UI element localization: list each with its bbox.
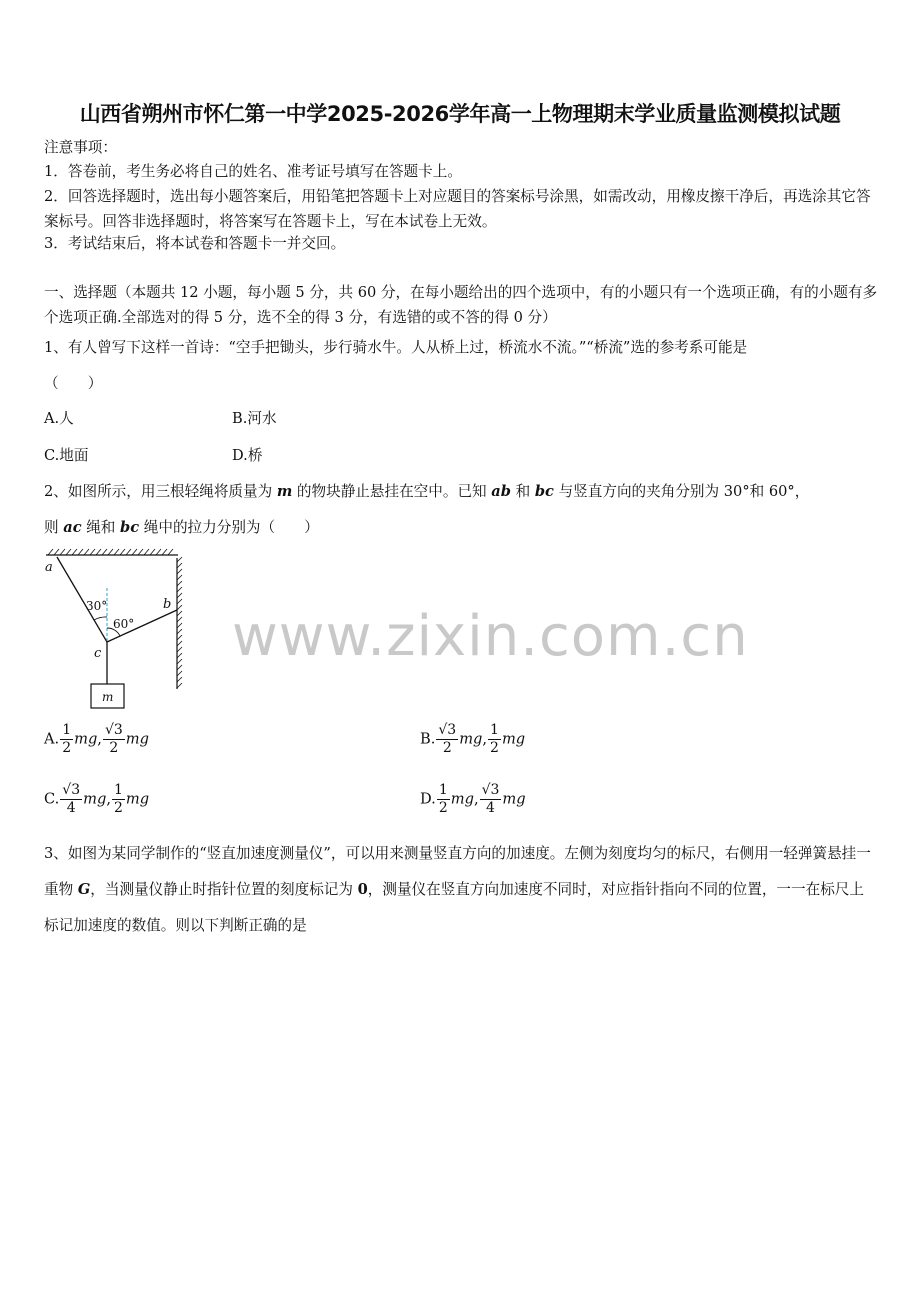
fraction: $\frac{1}{2}$ <box>438 782 448 816</box>
q2-stem-line1: 2、如图所示，用三根轻绳将质量为 m 的物块静止悬挂在空中。已知 ab 和 bc 与竖直方向的夹角分别为 30°和 60°， <box>44 483 810 500</box>
q1-stem: 1、有人曾写下这样一首诗：“空手把锄头，步行骑水牛。人从桥上过，桥流水不流。”“桥流”选的参考系可能是 <box>44 339 748 356</box>
label-a: a <box>45 560 53 575</box>
wall-hatch <box>177 557 182 688</box>
q1-paren: （ ） <box>44 375 103 392</box>
notice-heading: 注意事项： <box>44 139 117 156</box>
label-m: m <box>102 690 114 704</box>
zero-mark: 0 <box>357 881 368 898</box>
fraction: $\frac{√3}{2}$ <box>104 722 123 756</box>
q1-option-b: B.河水 <box>232 410 277 427</box>
q1-option-c: C.地面 <box>44 447 89 464</box>
page-title: 山西省朔州市怀仁第一中学2025-2026学年高一上物理期末学业质量监测模拟试题 <box>79 102 841 126</box>
var-ac: ac <box>63 519 82 536</box>
q2-option-b: B. $\frac{√3}{2}$ mg, $\frac{1}{2}$ mg <box>420 722 526 756</box>
var-m: m <box>276 483 293 500</box>
var-bc: bc <box>120 519 140 536</box>
fraction: $\frac{1}{2}$ <box>113 782 123 816</box>
var-bc: bc <box>534 483 554 500</box>
fraction: $\frac{√3}{2}$ <box>438 722 457 756</box>
fraction: $\frac{√3}{4}$ <box>62 782 81 816</box>
angle-label-30: 30° <box>86 599 108 613</box>
label-b: b <box>163 597 172 612</box>
q1-option-d: D.桥 <box>232 447 263 464</box>
q2-option-d: D. $\frac{1}{2}$ mg, $\frac{√3}{4}$ mg <box>420 782 526 816</box>
angle-arc-30 <box>94 617 107 620</box>
label-c: c <box>94 646 102 661</box>
angle-label-60: 60° <box>113 617 135 631</box>
q2-option-a: A. $\frac{1}{2}$ mg, $\frac{√3}{2}$ mg <box>44 722 149 756</box>
var-G: G <box>77 881 91 898</box>
fraction: $\frac{1}{2}$ <box>62 722 72 756</box>
section-heading: 一、选择题（本题共 12 小题，每小题 5 分，共 60 分，在每小题给出的四个选项中，有的小题只有一个选项正确，有的小题有多个选项正确.全部选对的得 5 分，选不全的得 3 分，有选错的或不答的得 0 分） <box>44 284 878 326</box>
q3-stem: 3、如图为某同学制作的“竖直加速度测量仪”，可以用来测量竖直方向的加速度。左侧为刻度均匀的标尺，右侧用一轻弹簧悬挂一重物 G，当测量仪静止时指针位置的刻度标记为 0，测量仪在竖直方向加速度不同时，对应指针指向不同的位置，一一在标尺上标记加速度的数值。则以下判断正确的是 <box>44 845 871 934</box>
notice-item-1: 1．答卷前，考生务必将自己的姓名、准考证号填写在答题卡上。 <box>44 163 462 180</box>
q2-option-c: C. $\frac{√3}{4}$ mg, $\frac{1}{2}$ mg <box>44 782 150 816</box>
rope-diagram <box>40 546 190 714</box>
notice-item-2: 2．回答选择题时，选出每小题答案后，用铅笔把答题卡上对应题目的答案标号涂黑，如需改动，用橡皮擦干净后，再选涂其它答案标号。回答非选择题时，将答案写在答题卡上，写在本试卷上无效。 <box>44 188 871 230</box>
fraction: $\frac{1}{2}$ <box>490 722 499 756</box>
notice-item-3: 3．考试结束后，将本试卷和答题卡一并交回。 <box>44 235 346 252</box>
var-ab: ab <box>491 483 511 500</box>
watermark: www.zixin.com.cn <box>232 604 749 669</box>
ceiling-hatch <box>48 549 173 555</box>
q2-stem-line2: 则 ac 绳和 bc 绳中的拉力分别为（ ） <box>44 519 319 536</box>
fraction: $\frac{√3}{4}$ <box>481 782 500 816</box>
q1-option-a: A.人 <box>44 410 74 427</box>
